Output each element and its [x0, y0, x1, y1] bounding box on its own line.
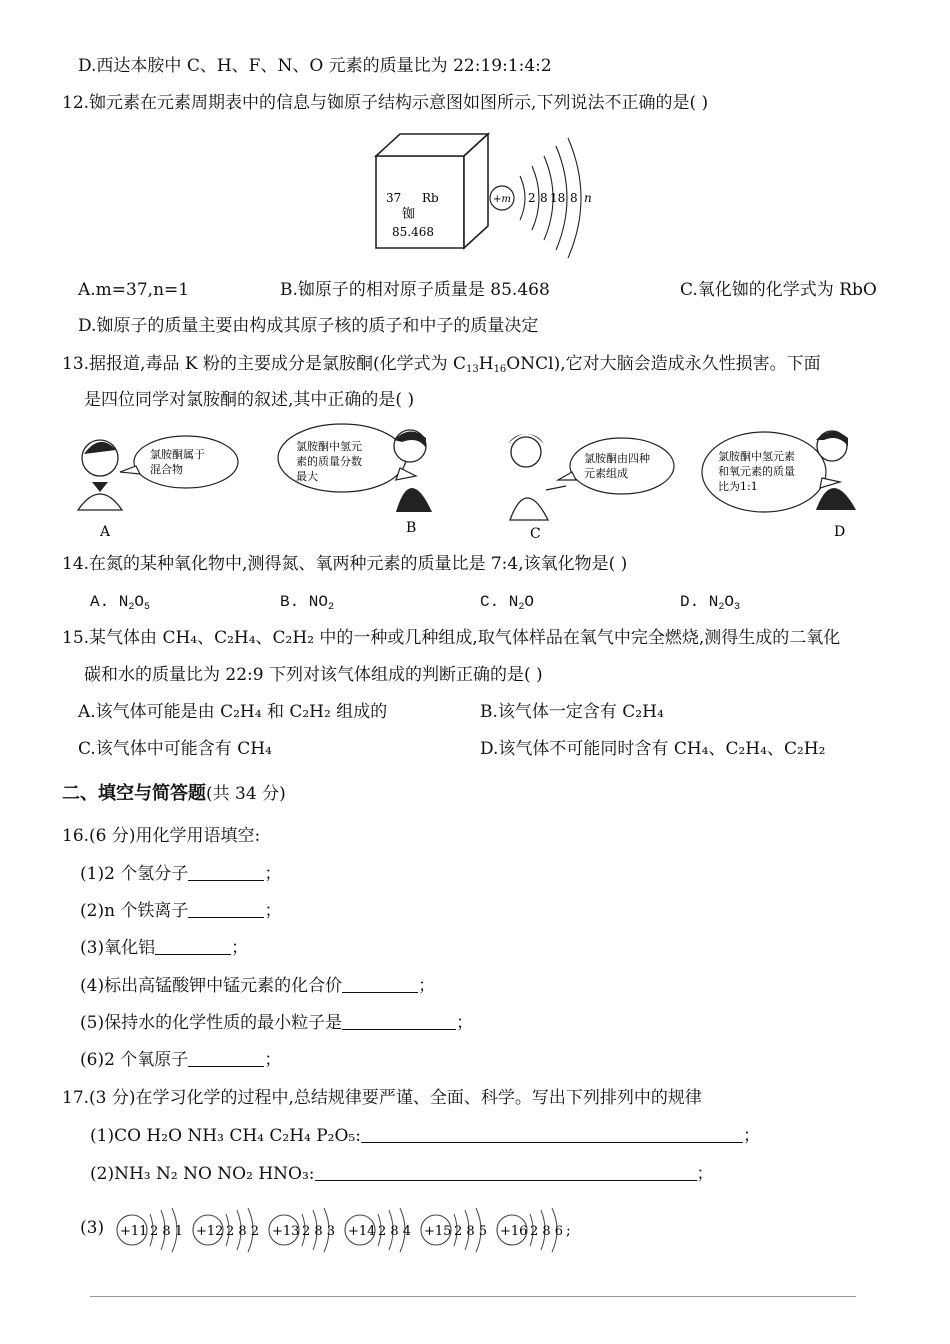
student-a-line1: 氯胺酮属于: [150, 448, 205, 461]
q12-stem: 12.铷元素在元素周期表中的信息与铷原子结构示意图如图所示,下列说法不正确的是( ): [62, 93, 709, 113]
student-b-figure: [278, 424, 432, 536]
student-a-label: A: [100, 524, 111, 540]
q16-blank-4: [342, 976, 418, 993]
q15-stem-line1: 15.某气体由 CH₄、C₂H₄、C₂H₂ 中的一种或几种组成,取气体样品在氧气中完全燃烧,测得生成的二氧化: [62, 628, 841, 648]
q16-item-3: (3)氧化铝 ；: [80, 938, 249, 958]
student-c-figure: [508, 434, 674, 542]
svg-text:+13: +13: [272, 1224, 300, 1239]
student-d-figure: [702, 431, 856, 540]
student-d-line3: 比为1:1: [718, 480, 758, 493]
svg-text:+16: +16: [500, 1224, 528, 1239]
atom-structure-5: [421, 1208, 487, 1252]
student-b-line1: 氯胺酮中氢元: [296, 440, 362, 453]
student-b-line3: 最大: [296, 470, 318, 483]
svg-text:+12: +12: [196, 1224, 224, 1239]
q15-option-c: C.该气体中可能含有 CH₄: [78, 739, 272, 759]
q17-row-3-label: (3): [80, 1218, 105, 1238]
svg-text:2 8 3: 2 8 3: [302, 1224, 336, 1239]
q16-blank-1: [188, 864, 264, 881]
svg-text:2 8 4: 2 8 4: [378, 1224, 412, 1239]
section2-heading: 二、填空与简答题(共 34 分): [62, 783, 286, 804]
atom-shell-2: 8: [540, 191, 548, 205]
student-c-line2: 元素组成: [584, 467, 628, 480]
svg-text:+11: +11: [120, 1224, 148, 1239]
student-d-line1: 氯胺酮中氢元素: [718, 450, 795, 463]
q14-option-b: B. $NO_2$: [280, 593, 335, 613]
q17-row-3-end: ;: [566, 1223, 571, 1239]
q13-stem-line1: 13.据报道,毒品 K 粉的主要成分是氯胺酮(化学式为 $C_{13}H_{16}ONCl$),它对大脑会造成永久性损害。下面: [62, 354, 821, 375]
q15-stem-line2: 碳和水的质量比为 22:9 下列对该气体组成的判断正确的是( ): [84, 665, 543, 685]
q16-item-2: (2)n 个铁离子 ；: [80, 901, 282, 921]
student-d-line2: 和氧元素的质量: [718, 465, 795, 478]
student-a-line2: 混合物: [150, 463, 183, 476]
student-c-label: C: [530, 526, 541, 542]
svg-text:+15: +15: [424, 1224, 452, 1239]
svg-text:2 8 1: 2 8 1: [150, 1224, 184, 1239]
svg-text:2 8 2: 2 8 2: [226, 1224, 260, 1239]
q12-option-b: B.铷原子的相对原子质量是 85.468: [280, 280, 550, 300]
svg-text:2 8 5: 2 8 5: [454, 1224, 488, 1239]
q17-blank-2: [315, 1164, 697, 1181]
q14-option-a: A. $N_2O_5$: [90, 593, 151, 613]
q16-item-1: (1)2 个氢分子 ；: [80, 864, 282, 884]
student-b-label: B: [406, 520, 417, 536]
atom-shell-4: 8: [570, 191, 578, 205]
q15-option-d: D.该气体不可能同时含有 CH₄、C₂H₄、C₂H₂: [480, 739, 826, 759]
cell-name: 铷: [402, 207, 416, 222]
q12-option-d: D.铷原子的质量主要由构成其原子核的质子和中子的质量决定: [78, 316, 539, 336]
svg-text:2 8 6: 2 8 6: [530, 1224, 564, 1239]
q11-option-d: D.西达本胺中 C、H、F、N、O 元素的质量比为 22:19:1:4:2: [78, 56, 552, 76]
q14-option-c: C. $N_2O$: [480, 593, 535, 613]
cell-number: 37: [386, 191, 402, 205]
q16-item-4: (4)标出高锰酸钾中锰元素的化合价 ；: [80, 976, 436, 996]
q17-blank-1: [361, 1126, 743, 1143]
atom-shell-1: 2: [528, 191, 536, 205]
atom-structure-1: [117, 1208, 183, 1252]
rubidium-figure: [360, 130, 610, 270]
cell-mass: 85.468: [392, 225, 434, 239]
q16-blank-5: [342, 1013, 456, 1030]
q15-option-a: A.该气体可能是由 C₂H₄ 和 C₂H₂ 组成的: [78, 702, 388, 722]
q17-stem: 17.(3 分)在学习化学的过程中,总结规律要严谨、全面、科学。写出下列排列中的规律: [62, 1088, 702, 1108]
q17-row-1: (1)CO H₂O NH₃ CH₄ C₂H₄ P₂O₅: ；: [90, 1126, 760, 1146]
atom-nucleus: +m: [493, 194, 511, 205]
q14-option-d: D. $N_2O_3$: [680, 593, 741, 613]
student-c-line1: 氯胺酮由四种: [584, 452, 650, 465]
q12-option-c: C.氧化铷的化学式为 RbO: [680, 280, 877, 300]
q13-stem-line2: 是四位同学对氯胺酮的叙述,其中正确的是( ): [84, 390, 415, 410]
atom-structures-row: [114, 1198, 584, 1262]
q16-blank-2: [188, 901, 264, 918]
q16-blank-3: [155, 938, 231, 955]
atom-shell-5: n: [584, 191, 592, 205]
student-b-line2: 素的质量分数: [296, 455, 362, 468]
svg-text:+14: +14: [348, 1224, 376, 1239]
students-figure: [70, 420, 870, 545]
q15-option-b: B.该气体一定含有 C₂H₄: [480, 702, 664, 722]
q16-stem: 16.(6 分)用化学用语填空:: [62, 826, 261, 846]
q14-stem: 14.在氮的某种氧化物中,测得氮、氧两种元素的质量比是 7:4,该氧化物是( ): [62, 554, 628, 574]
footer-rule: [90, 1296, 856, 1297]
atom-structure-2: [193, 1208, 259, 1252]
student-d-label: D: [834, 524, 846, 540]
atom-structure-4: [345, 1208, 411, 1252]
q16-item-5: (5)保持水的化学性质的最小粒子是 ；: [80, 1013, 474, 1033]
atom-structure-6: [497, 1208, 563, 1252]
cell-symbol: Rb: [422, 191, 439, 205]
student-a-figure: [78, 436, 238, 540]
atom-structure-3: [269, 1208, 335, 1252]
q16-blank-6: [188, 1050, 264, 1067]
q16-item-6: (6)2 个氧原子 ；: [80, 1050, 282, 1070]
q17-row-2: (2)NH₃ N₂ NO NO₂ HNO₃: ；: [90, 1164, 714, 1184]
q12-option-a: A.m=37,n=1: [78, 280, 190, 300]
atom-shell-3: 18: [550, 191, 566, 205]
